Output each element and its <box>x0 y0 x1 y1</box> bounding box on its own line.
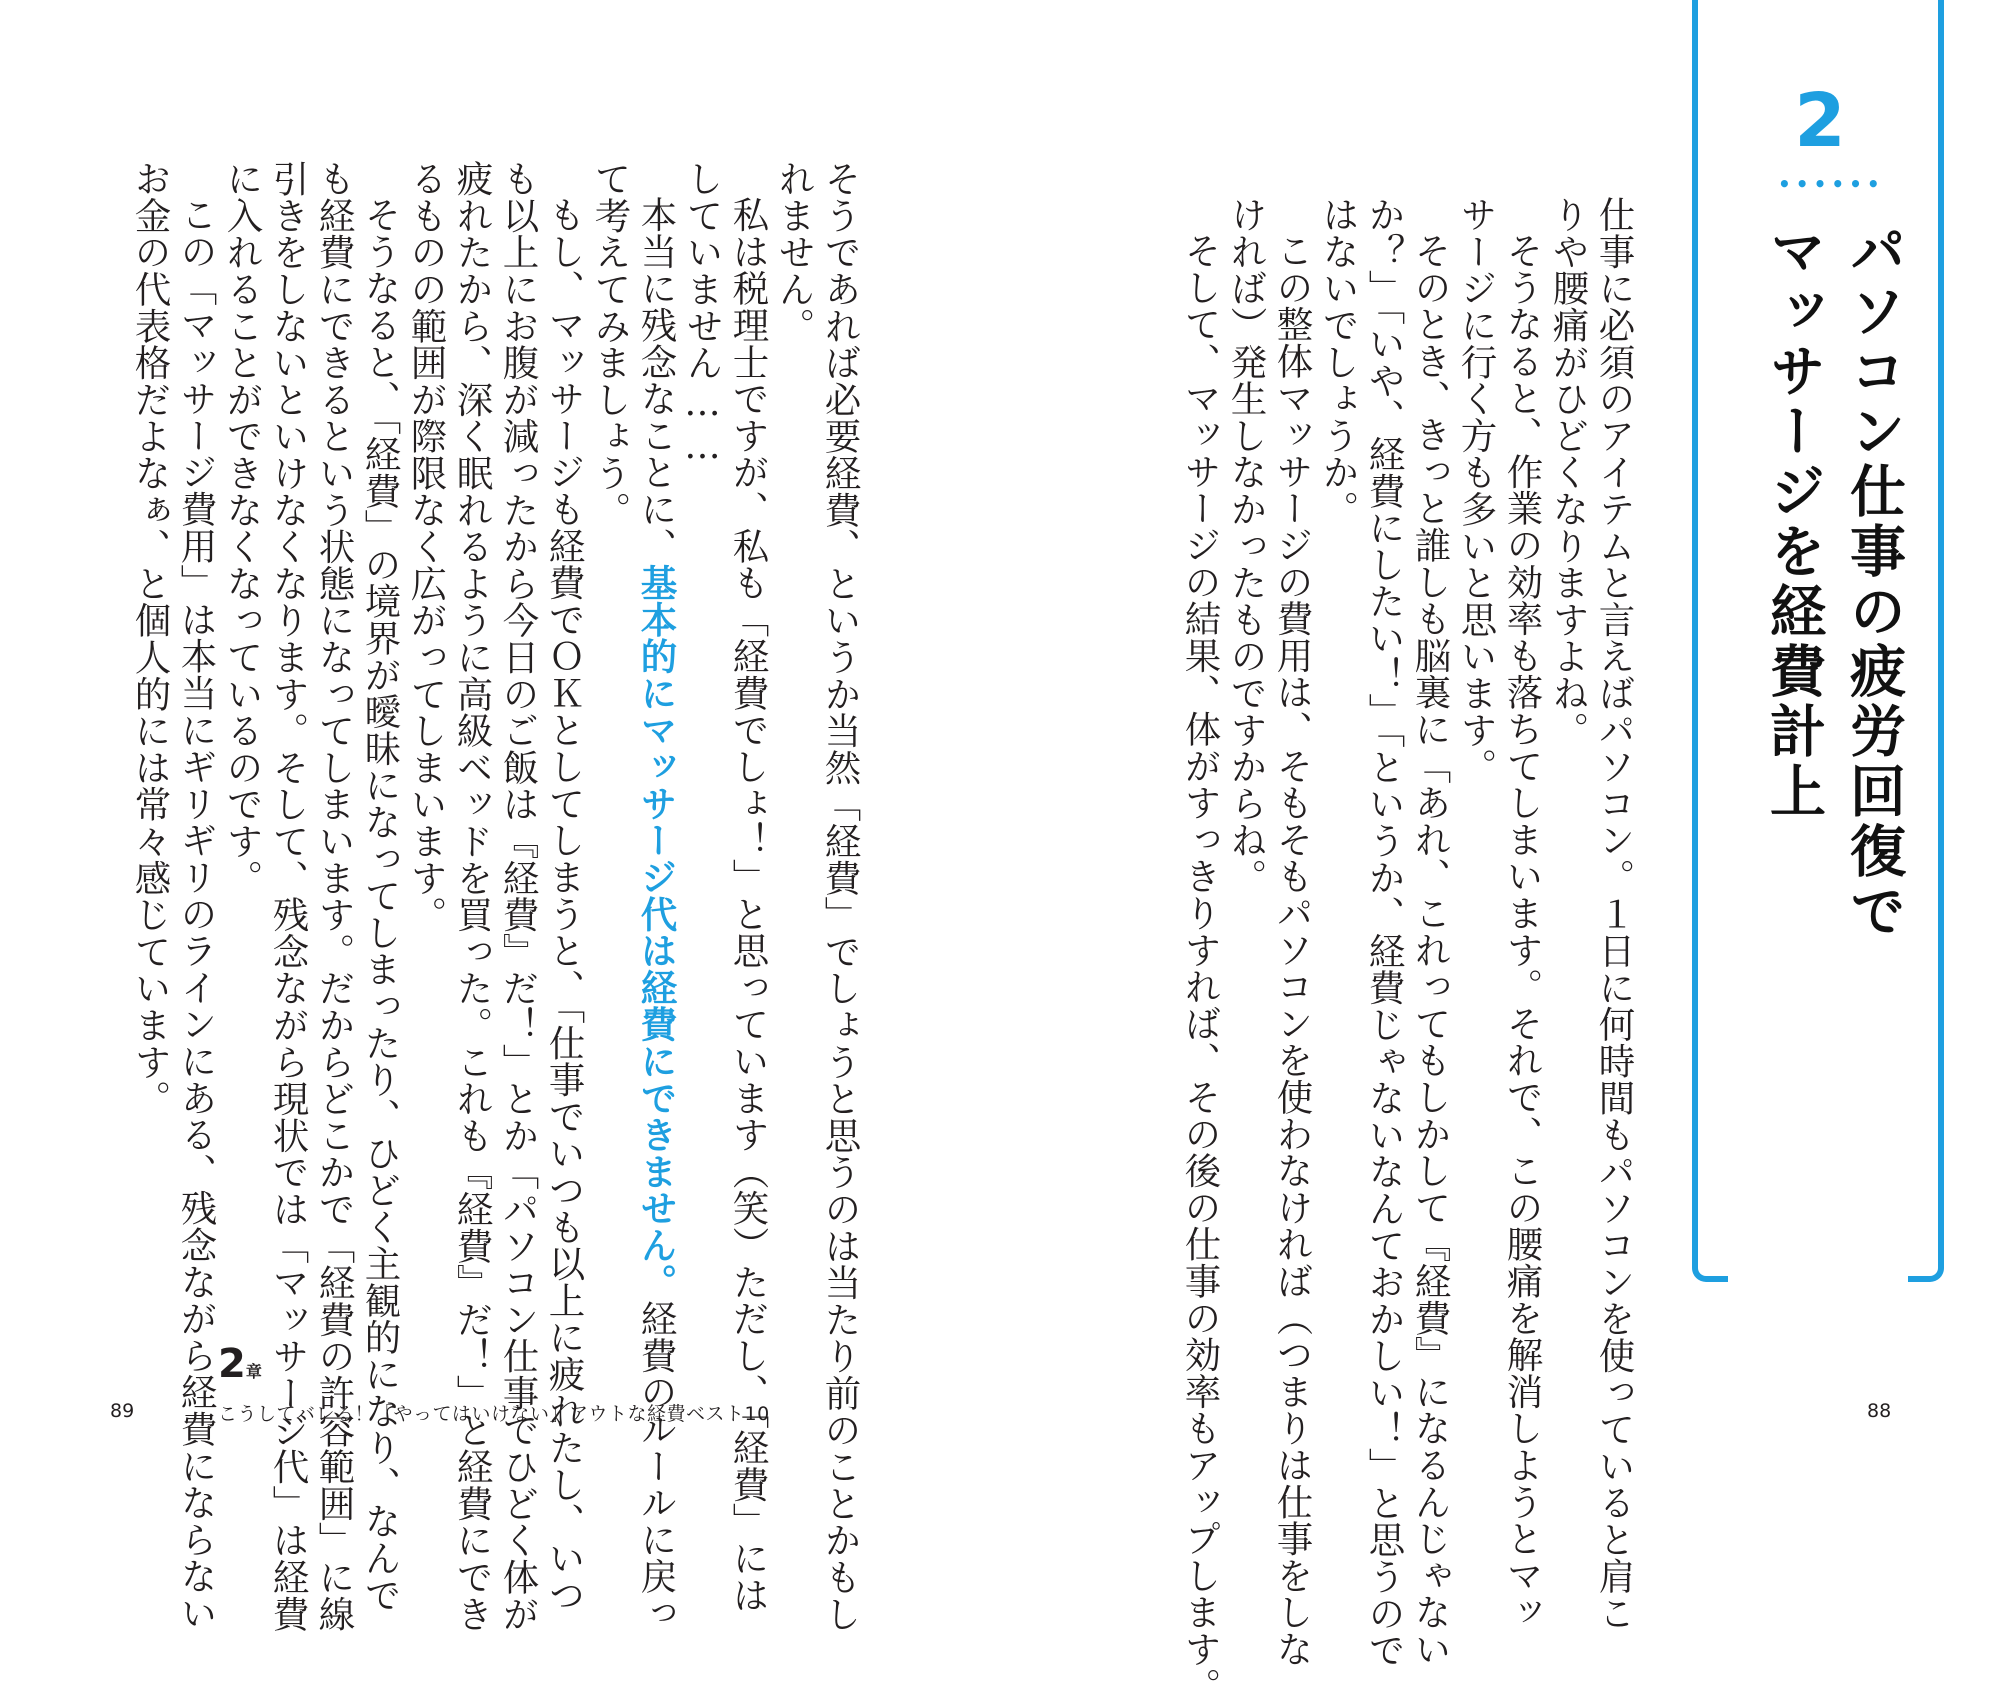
body-line: 疲れたから、深く眠れるように高級ベッドを買った。これも『経費』だ！」と経費にでき <box>451 160 494 1632</box>
body-line: していません…… <box>681 160 724 468</box>
body-line: この整体マッサージの費用は、そもそもパソコンを使わなければ（つまりは仕事をしな <box>1271 232 1314 1668</box>
body-line: 引きをしないといけなくなります。そして、残念ながら現状では「マッサージ代」は経費 <box>267 160 310 1632</box>
body-line: れません。 <box>773 160 816 344</box>
body-line: に入れることができなくなっているのです。 <box>221 160 264 896</box>
body-line: も以上にお腹が減ったから今日のご飯は『経費』だ！」とか「パソコン仕事でひどく体が <box>497 160 540 1632</box>
title-dots: •••••• <box>1778 172 1885 196</box>
running-title: こうしてバレる！「やってはいけない」アウトな経費ベスト10 <box>218 1403 770 1425</box>
body-line: か？」「いや、経費にしたい！」「というか、経費じゃないなんておかしい！」と思うので <box>1363 196 1406 1669</box>
body-line: お金の代表格だよなぁ、と個人的には常々感じています。 <box>129 160 172 1117</box>
chapter-number: 2 <box>218 1341 246 1387</box>
page-number-right: 88 <box>1867 1400 1892 1422</box>
body-line: も経費にできるという状態になってしまいます。だからどこかで「経費の許容範囲」に線 <box>313 160 356 1632</box>
body-line: そして、マッサージの結果、体がすっきりすれば、その後の仕事の効率もアップします。 <box>1179 232 1222 1704</box>
body-line: 仕事に必須のアイテムと言えばパソコン。１日に何時間もパソコンを使っていると肩こ <box>1593 196 1636 1632</box>
section-number: 2 <box>1794 78 1846 164</box>
body-text: 経費のルールに戻っ <box>635 1300 678 1632</box>
chapter-unit: 章 <box>245 1362 262 1381</box>
body-line: サージに行く方も多いと思います。 <box>1455 196 1498 785</box>
body-line: ければ）発生しなかったものですからね。 <box>1225 196 1268 896</box>
body-line: この「マッサージ費用」は本当にギリギリのラインにある、残念ながら経費にならない <box>175 196 218 1632</box>
body-line: 私は税理士ですが、私も「経費でしょ！」と思っています（笑）ただし、「経費」には <box>727 196 770 1613</box>
body-line: るものの範囲が際限なく広がってしまいます。 <box>405 160 448 933</box>
body-line: て考えてみましょう。 <box>589 160 632 528</box>
body-line: そうであれば必要経費、というか当然「経費」でしょうと思うのは当たり前のことかもし <box>819 160 862 1632</box>
body-line: そのとき、きっと誰しも脳裏に「あれ、これってもしかして『経費』になるんじゃない <box>1409 232 1452 1668</box>
section-title-line-1: パソコン仕事の疲労回復で <box>1841 222 1906 942</box>
body-line: もし、マッサージも経費でＯＫとしてしまうと、「仕事でいつも以上に疲れたし、いつ <box>543 196 586 1613</box>
emphasis-text: 基本的にマッサージ代は経費にできません。 <box>635 564 678 1300</box>
page-number-left: 89 <box>110 1400 135 1422</box>
section-title-line-2: マッサージを経費計上 <box>1761 222 1826 822</box>
body-line: りや腰痛がひどくなりますよね。 <box>1547 196 1590 748</box>
body-line: はないでしょうか。 <box>1317 196 1360 528</box>
chapter-mark <box>218 1341 262 1387</box>
body-line: そうなると、「経費」の境界が曖昧になってしまったり、ひどく主観的になり、なんで <box>359 196 402 1613</box>
body-text: 本当に残念なことに、 <box>635 196 678 564</box>
body-line: そうなると、作業の効率も落ちてしまいます。それで、この腰痛を解消しようとマッ <box>1501 232 1544 1631</box>
